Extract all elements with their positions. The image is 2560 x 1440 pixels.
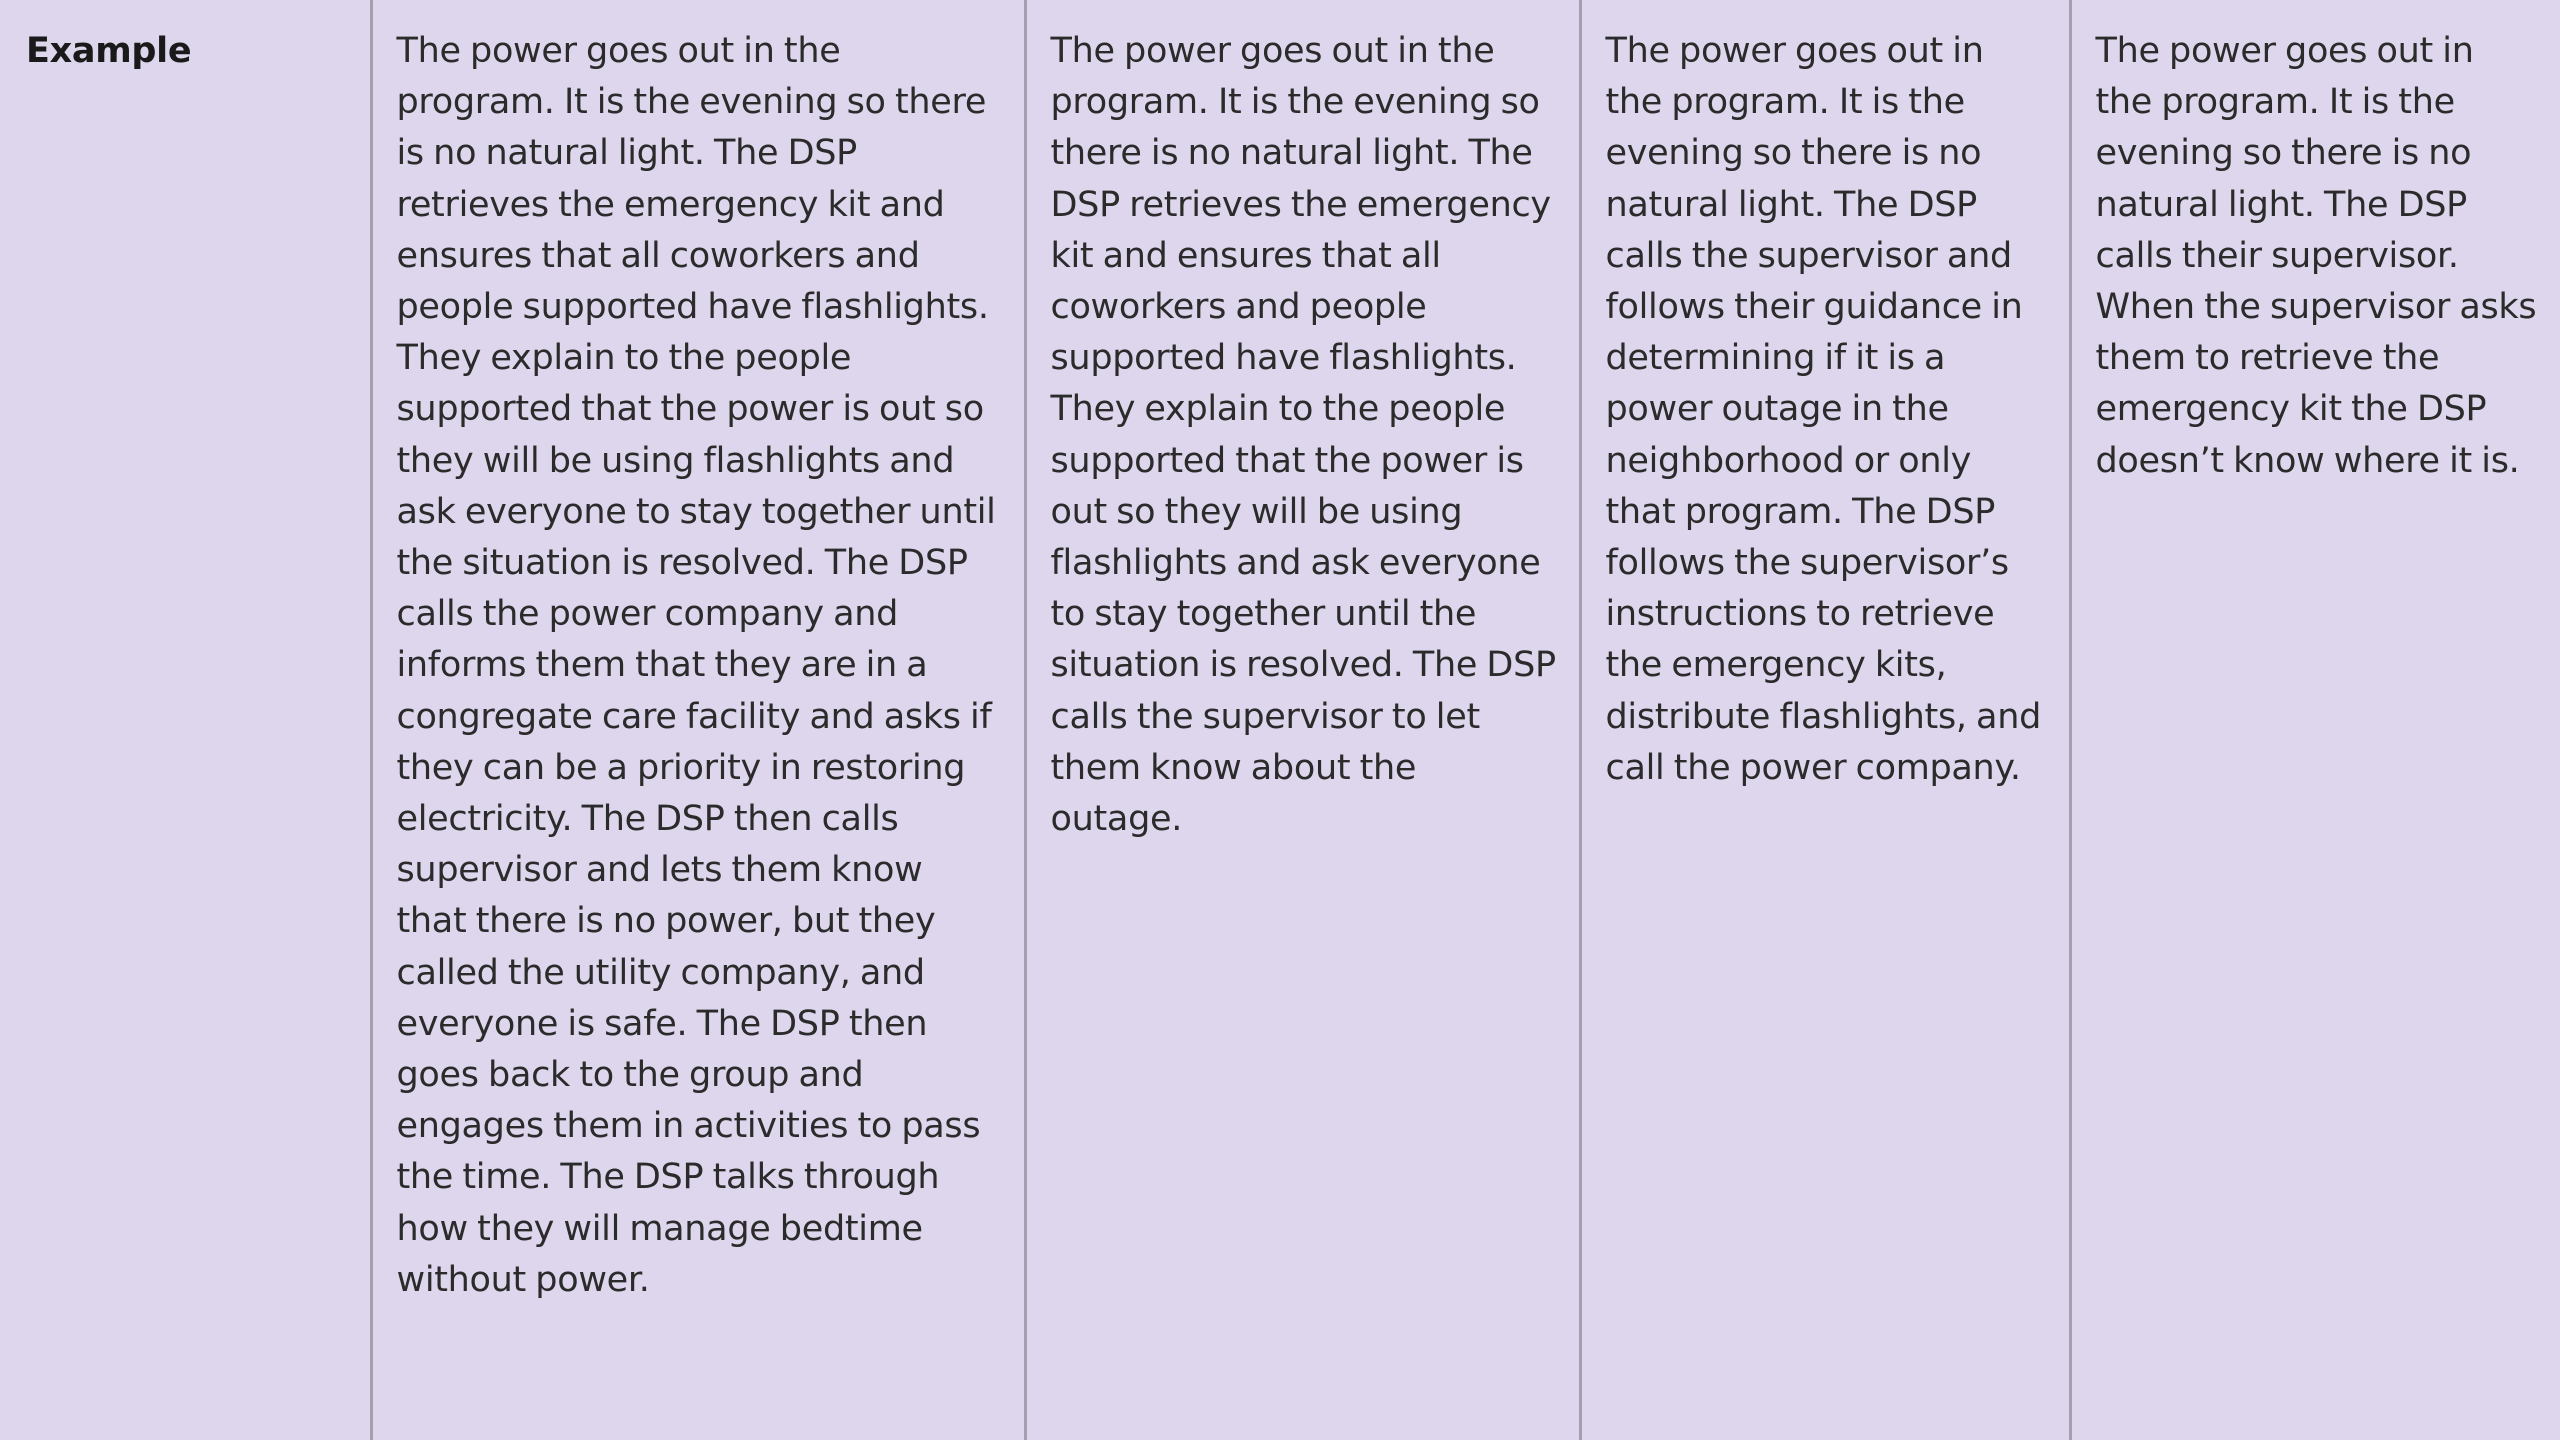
example-text-4: The power goes out in the program. It is the evening so there is no natural light. The DSP calls their supervisor. When the supervisor asks them to retrieve the emergency kit the DSP doesn’t know where it is. (2095, 31, 2537, 481)
example-cell-2 (1025, 0, 1580, 1440)
row-label-cell (0, 0, 371, 1440)
example-text-3: The power goes out in the program. It is the evening so there is no natural light. The DSP calls the supervisor and follows their guidance in determining if it is a power outage in the neighborhood or only that program. The DSP follows the supervisor’s instructions to retrieve the emergency kits, distribute flashlights, and call the power company. (1605, 31, 2042, 788)
example-cell-1 (371, 0, 1025, 1440)
example-cell-3 (1580, 0, 2070, 1440)
example-text-1: The power goes out in the program. It is the evening so there is no natural light. The DSP retrieves the emergency kit and ensures that all coworkers and people supported have flashlights. They explain to the people supported that the power is out so they will be using flashlights and ask everyone to stay together until the situation is resolved. The DSP calls the power company and informs them that they are in a congregate care facility and asks if they can be a priority in restoring electricity. The DSP then calls supervisor and lets them know that there is no power, but they called the utility company, and everyone is safe. The DSP then goes back to the group and engages them in activities to pass the time. The DSP talks through how they will manage bedtime without power. (396, 31, 996, 1300)
row-label: Example (26, 31, 192, 71)
example-text-2: The power goes out in the program. It is the evening so there is no natural light. The DSP retrieves the emergency kit and ensures that all coworkers and people supported have flashlights. They explain to the people supported that the power is out so they will be using flashlights and ask everyone to stay together until the situation is resolved. The DSP calls the supervisor to let them know about the outage. (1050, 31, 1556, 840)
example-cell-4 (2070, 0, 2560, 1440)
